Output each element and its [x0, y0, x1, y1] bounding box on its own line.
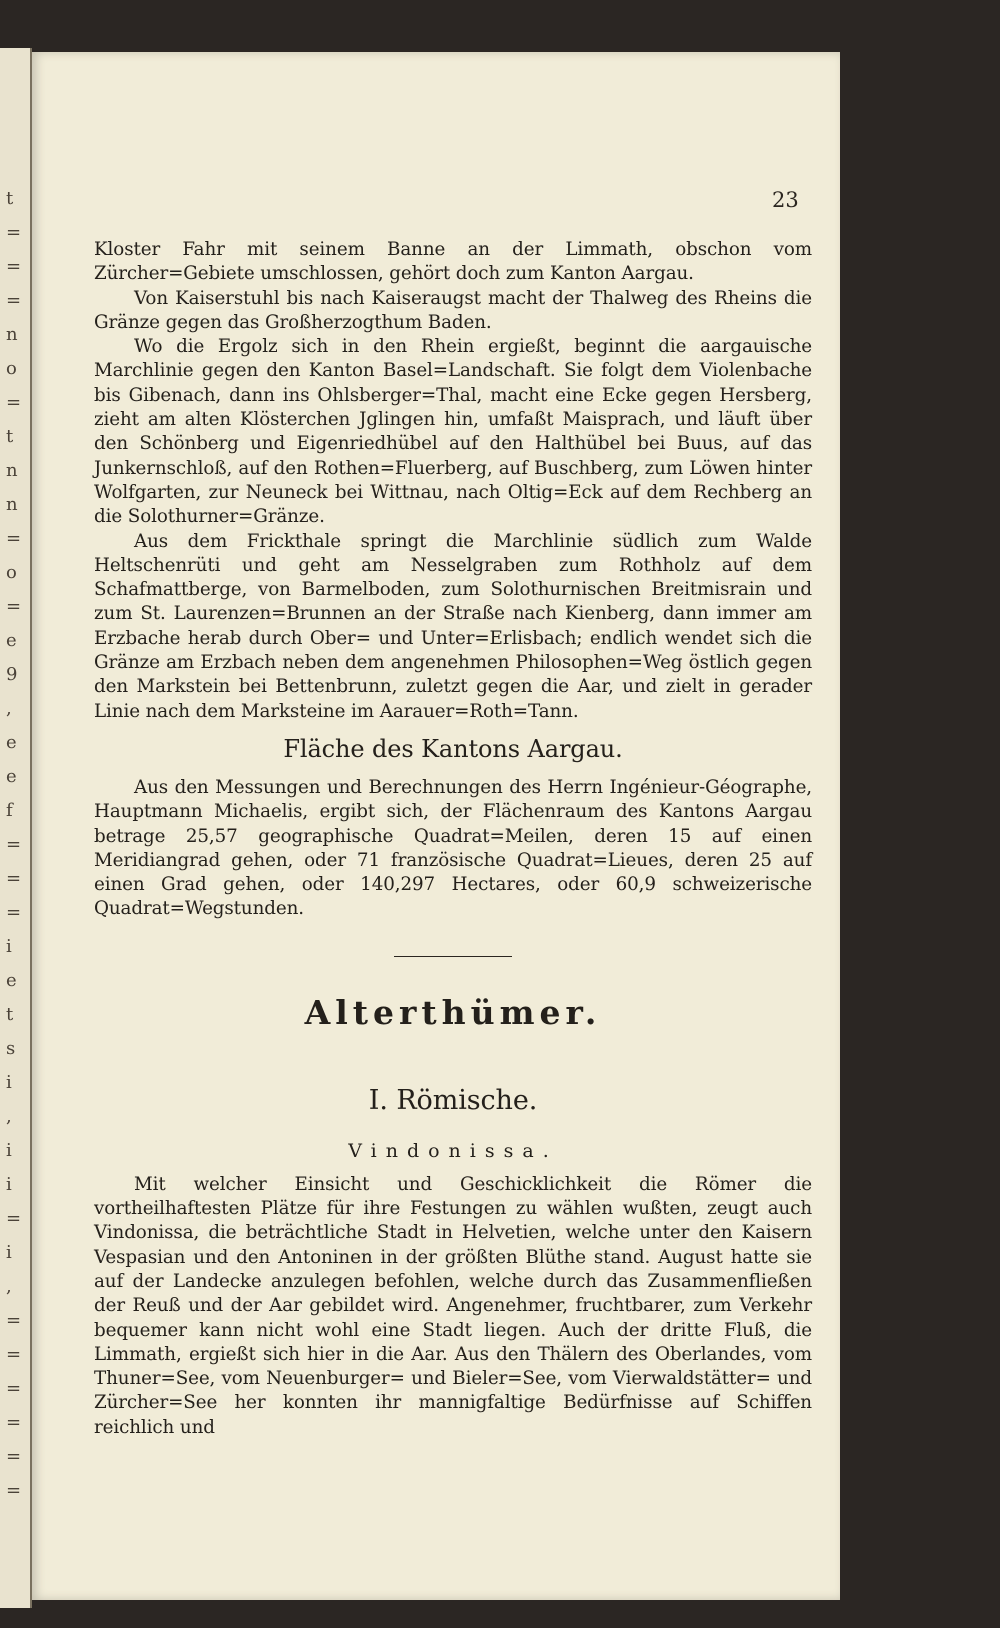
place-heading: Vindonissa.: [348, 1139, 558, 1162]
margin-fragment: =: [6, 868, 22, 889]
paragraph-vindonissa: Mit welcher Einsicht und Geschicklichkeit die Römer die vortheilhaftesten Plätze für ihre Festungen zu wählen wußten, zeugt auch Vindonissa, die beträchtliche Stadt in Helvetien, welche unter den Kaisern Vespasian und den Antoninen in der größten Blüthe stand. August hatte sie auf der Landecke anzulegen befohlen, welche durch das Zusammenfließen der Reuß und der Aar gebildet wird. Angenehmer, fruchtbarer, zum Verkehr bequemer kann nicht wohl eine Stadt liegen. Auch der dritte Fluß, die Limmath, ergießt sich hier in die Aar. Aus den Thälern des Oberlandes, vom Thuner=See, vom Neuenburger= und Bieler=See, vom Vierwaldstätter= und Zürcher=See her konnten ihr mannigfaltige Bedürfnisse auf Schiffen reichlich und: [94, 1173, 812, 1438]
margin-fragment: =: [6, 902, 22, 923]
margin-fragment: =: [6, 596, 22, 617]
paragraph-basel-border: Wo die Ergolz sich in den Rhein ergießt, beginnt die aargauische Marchlinie gegen den Kanton Basel=Landschaft. Sie folgt dem Violenbache bis Gibenach, dann ins Ohlsberger=Thal, macht eine Ecke gegen Hersberg, zieht am alten Klösterchen Jglingen hin, umfaßt Maisprach, und läuft über den Schönberg und Eigenriedhübel auf den Halthübel bei Buus, auf das Junkernschloß, auf den Rothen=Fluerberg, auf Buschberg, zum Löwen hinter Wolfgarten, zur Neuneck bei Wittnau, nach Oltig=Eck auf dem Rechberg an die Solothurner=Gränze.: [94, 336, 812, 528]
margin-fragment: t: [6, 1004, 14, 1025]
margin-fragment: n: [6, 324, 18, 345]
margin-fragment: =: [6, 528, 22, 549]
margin-fragment: i: [6, 936, 12, 957]
margin-fragment: s: [6, 1038, 16, 1059]
margin-fragment: ,: [6, 1106, 12, 1127]
margin-fragment: =: [6, 834, 22, 855]
paragraph-kloster-fahr: Kloster Fahr mit seinem Banne an der Limmath, obschon vom Zürcher=Gebiete umschlossen, gehört doch zum Kanton Aargau.: [94, 239, 812, 285]
margin-fragment: i: [6, 1242, 12, 1263]
margin-fragment: o: [6, 562, 17, 583]
margin-fragment: i: [6, 1140, 12, 1161]
page-content: [94, 238, 812, 1440]
margin-fragment: =: [6, 1378, 22, 1399]
paragraph-rhine-border: Von Kaiserstuhl bis nach Kaiseraugst macht der Thalweg des Rheins die Gränze gegen das Großherzogthum Baden.: [94, 287, 812, 333]
margin-fragment: t: [6, 426, 14, 447]
margin-fragment: f: [6, 800, 13, 821]
margin-fragment: e: [6, 630, 17, 651]
margin-fragment: =: [6, 1412, 22, 1433]
margin-fragment: 9: [6, 664, 18, 685]
margin-fragment: =: [6, 290, 22, 311]
margin-fragment: =: [6, 1344, 22, 1365]
margin-fragment: i: [6, 1174, 12, 1195]
margin-fragment: =: [6, 1208, 22, 1229]
page-number: 23: [772, 188, 799, 212]
margin-fragment: =: [6, 222, 22, 243]
book-page: [32, 52, 840, 1600]
margin-fragment: n: [6, 460, 18, 481]
margin-fragment: ,: [6, 698, 12, 719]
margin-fragment: =: [6, 1480, 22, 1501]
paragraph-area: Aus den Messungen und Berechnungen des Herrn Ingénieur-Géographe, Hauptmann Michaelis, ergibt sich, der Flächenraum des Kantons Aargau betrage 25,57 geographische Quadrat=Meilen, deren 15 auf einen Meridiangrad gehen, oder 71 französische Quadrat=Lieues, deren 25 auf einen Grad gehen, oder 140,297 Hectares, oder 60,9 schweizerische Quadrat=Wegstunden.: [94, 776, 812, 920]
margin-fragment: e: [6, 732, 17, 753]
margin-fragment: n: [6, 494, 18, 515]
margin-fragment: =: [6, 392, 22, 413]
paragraph-solothurn-border: Aus dem Frickthale springt die Marchlinie südlich zum Walde Heltschenrüti und geht am Nesselgraben zum Rothholz auf dem Schafmattberge, von Barmelboden, zum Solothurnischen Breitmisrain und zum St. Laurenzen=Brunnen an der Straße nach Kienberg, dann immer am Erzbache herab durch Ober= und Unter=Erlisbach; endlich wendet sich die Gränze am Erzbach neben dem angenehmen Philosophen=Weg östlich gegen den Markstein bei Bettenbrunn, zuletzt gegen die Aar, und zielt in gerader Linie nach dem Marksteine im Aarauer=Roth=Tann.: [94, 530, 812, 722]
margin-fragment: i: [6, 1072, 12, 1093]
chapter-title: Alterthümer.: [304, 992, 602, 1032]
margin-fragment: t: [6, 188, 14, 209]
margin-fragment: o: [6, 358, 17, 379]
margin-fragment: =: [6, 1446, 22, 1467]
margin-fragment: e: [6, 766, 17, 787]
section-divider: [394, 956, 512, 957]
previous-page-edge: [0, 48, 32, 1608]
margin-fragment: ,: [6, 1276, 12, 1297]
margin-fragment: =: [6, 1310, 22, 1331]
subsection-title: I. Römische.: [368, 1084, 538, 1116]
section-heading-area: Fläche des Kantons Aargau.: [283, 734, 623, 763]
margin-fragment: =: [6, 256, 22, 277]
margin-fragment: e: [6, 970, 17, 991]
